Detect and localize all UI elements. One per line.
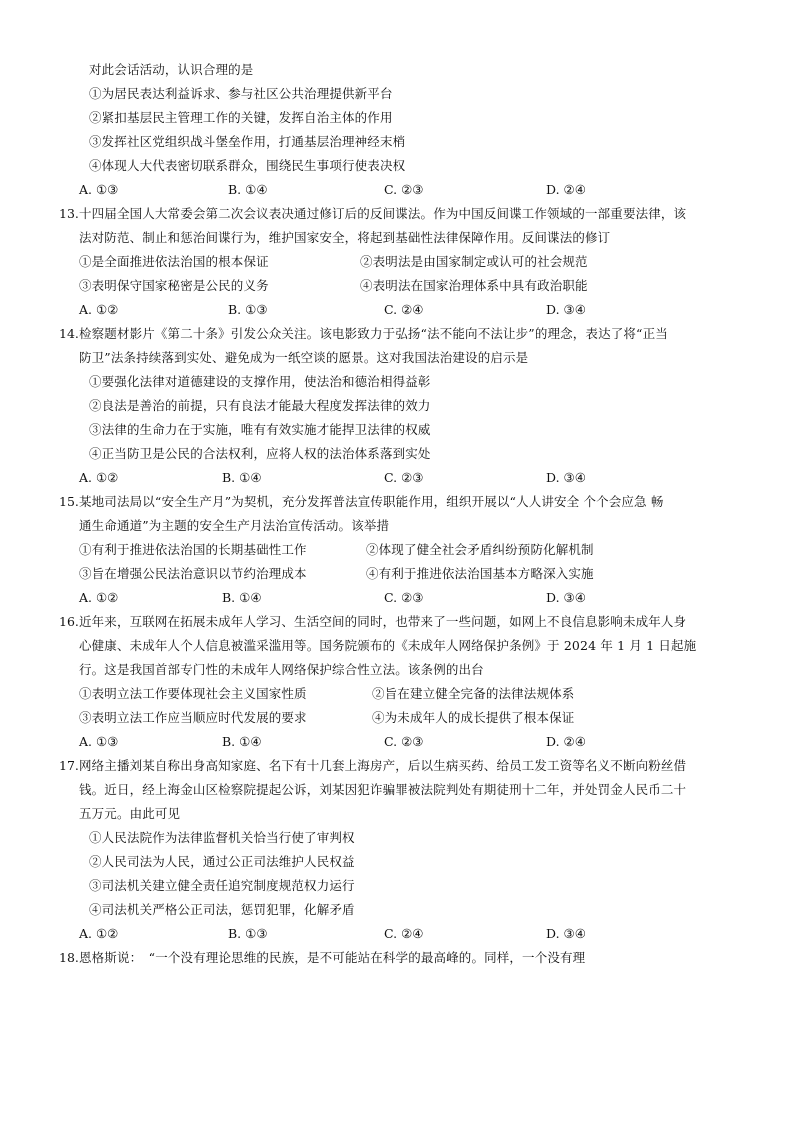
q16-stem-line-1: 近年来，互联网在拓展未成年人学习、生活空间的同时，也带来了一些问题，如网上不良信息影响未成年人身 — [79, 614, 687, 629]
q12-item-3: ③发挥社区党组织战斗堡垒作用，打通基层治理神经末梢 — [89, 134, 406, 149]
q14-item-3: ③法律的生命力在于实施，唯有有效实施才能捍卫法律的权威 — [89, 422, 431, 437]
q13-stem-line-2: 法对防范、制止和惩治间谍行为，维护国家安全，将起到基础性法律保障作用。反间谍法的修订 — [79, 230, 611, 245]
q14-item-4: ④正当防卫是公民的合法权利，应将人权的法治体系落到实处 — [89, 446, 431, 461]
q12-option-d: D. ②④ — [546, 182, 586, 197]
q17-item-1: ①人民法院作为法律监督机关恰当行使了审判权 — [89, 830, 355, 845]
q14-item-1: ①要强化法律对道德建设的支撑作用，使法治和德治相得益彰 — [89, 374, 431, 389]
q17-stem-line-2: 钱。近日，经上海金山区检察院提起公诉，刘某因犯诈骗罪被法院判处有期徒刑十二年，并处罚金人民币二十 — [79, 782, 687, 797]
q17-option-c: C. ②④ — [384, 926, 424, 941]
q17-number: 17. — [59, 758, 79, 773]
q14-option-b: B. ①④ — [222, 470, 262, 485]
q17-option-b: B. ①③ — [228, 926, 268, 941]
q12-item-1: ①为居民表达利益诉求、参与社区公共治理提供新平台 — [89, 86, 393, 101]
q13-number: 13. — [59, 206, 79, 221]
q13-item-3: ③表明保守国家秘密是公民的义务 — [79, 278, 269, 293]
q16-item-4: ④为未成年人的成长提供了根本保证 — [372, 710, 575, 725]
q17-stem-line-1: 网络主播刘某自称出身高知家庭、名下有十几套上海房产，后以生病买药、给员工发工资等名义不断向粉丝借 — [79, 758, 687, 773]
q18-stem-line-1: 恩格斯说： “一个没有理论思维的民族，是不可能站在科学的最高峰的。同样，一个没有理 — [79, 950, 586, 965]
q15-item-1: ①有利于推进依法治国的长期基础性工作 — [79, 542, 307, 557]
q12-item-4: ④体现人大代表密切联系群众，围绕民生事项行使表决权 — [89, 158, 406, 173]
q14-stem-line-1: 检察题材影片《第二十条》引发公众关注。该电影致力于弘扬“法不能向不法让步”的理念，表达了将“正当 — [79, 326, 668, 341]
q18-number: 18. — [59, 950, 79, 965]
q15-stem-line-1: 某地司法局以“安全生产月”为契机，充分发挥普法宣传职能作用，组织开展以“人人讲安全 个个会应急 畅 — [79, 494, 664, 509]
q17-stem-line-3: 五万元。由此可见 — [79, 806, 181, 821]
q16-item-1: ①表明立法工作要体现社会主义国家性质 — [79, 686, 307, 701]
q15-item-2: ②体现了健全社会矛盾纠纷预防化解机制 — [366, 542, 594, 557]
q16-item-3: ③表明立法工作应当顺应时代发展的要求 — [79, 710, 307, 725]
q14-option-a: A. ①② — [79, 470, 119, 485]
q14-number: 14. — [59, 326, 79, 341]
q15-item-4: ④有利于推进依法治国基本方略深入实施 — [366, 566, 594, 581]
q12-stem-tail: 对此会话活动，认识合理的是 — [89, 62, 254, 77]
q14-option-d: D. ③④ — [546, 470, 586, 485]
q17-option-a: A. ①② — [79, 926, 119, 941]
q16-number: 16. — [59, 614, 79, 629]
q16-option-d: D. ②④ — [546, 734, 586, 749]
q17-item-3: ③司法机关建立健全责任追究制度规范权力运行 — [89, 878, 355, 893]
q15-option-b: B. ①④ — [222, 590, 262, 605]
q12-option-c: C. ②③ — [384, 182, 424, 197]
q14-stem-line-2: 防卫”法条持续落到实处、避免成为一纸空谈的愿景。这对我国法治建设的启示是 — [79, 350, 529, 365]
q12-option-a: A. ①③ — [79, 182, 119, 197]
q13-option-d: D. ③④ — [546, 302, 586, 317]
q16-stem-line-3: 行。这是我国首部专门性的未成年人网络保护综合性立法。该条例的出台 — [79, 662, 484, 677]
q17-item-2: ②人民司法为人民，通过公正司法维护人民权益 — [89, 854, 355, 869]
q13-stem-line-1: 十四届全国人大常委会第二次会议表决通过修订后的反间谍法。作为中国反间谍工作领域的一部重要法律，该 — [79, 206, 687, 221]
q13-option-c: C. ②④ — [384, 302, 424, 317]
q15-option-a: A. ①② — [79, 590, 119, 605]
q13-item-4: ④表明法在国家治理体系中具有政治职能 — [360, 278, 588, 293]
q16-stem-line-2: 心健康、未成年人个人信息被滥采滥用等。国务院颁布的《未成年人网络保护条例》于 2024 年 1 月 1 日起施 — [79, 638, 697, 653]
q14-item-2: ②良法是善治的前提，只有良法才能最大程度发挥法律的效力 — [89, 398, 431, 413]
q16-option-a: A. ①③ — [79, 734, 119, 749]
q16-option-b: B. ①④ — [222, 734, 262, 749]
q15-option-d: D. ③④ — [546, 590, 586, 605]
q16-item-2: ②旨在建立健全完备的法律法规体系 — [372, 686, 575, 701]
q17-option-d: D. ③④ — [546, 926, 586, 941]
q13-item-1: ①是全面推进依法治国的根本保证 — [79, 254, 269, 269]
q17-item-4: ④司法机关严格公正司法，惩罚犯罪，化解矛盾 — [89, 902, 355, 917]
q13-option-a: A. ①② — [79, 302, 119, 317]
q15-number: 15. — [59, 494, 79, 509]
q15-item-3: ③旨在增强公民法治意识以节约治理成本 — [79, 566, 307, 581]
q12-option-b: B. ①④ — [228, 182, 268, 197]
q13-item-2: ②表明法是由国家制定或认可的社会规范 — [360, 254, 588, 269]
q13-option-b: B. ①③ — [228, 302, 268, 317]
q14-option-c: C. ②③ — [384, 470, 424, 485]
q15-option-c: C. ②③ — [384, 590, 424, 605]
q15-stem-line-2: 通生命通道”为主题的安全生产月法治宣传活动。该举措 — [79, 518, 390, 533]
q12-item-2: ②紧扣基层民主管理工作的关键，发挥自治主体的作用 — [89, 110, 393, 125]
q16-option-c: C. ②③ — [384, 734, 424, 749]
